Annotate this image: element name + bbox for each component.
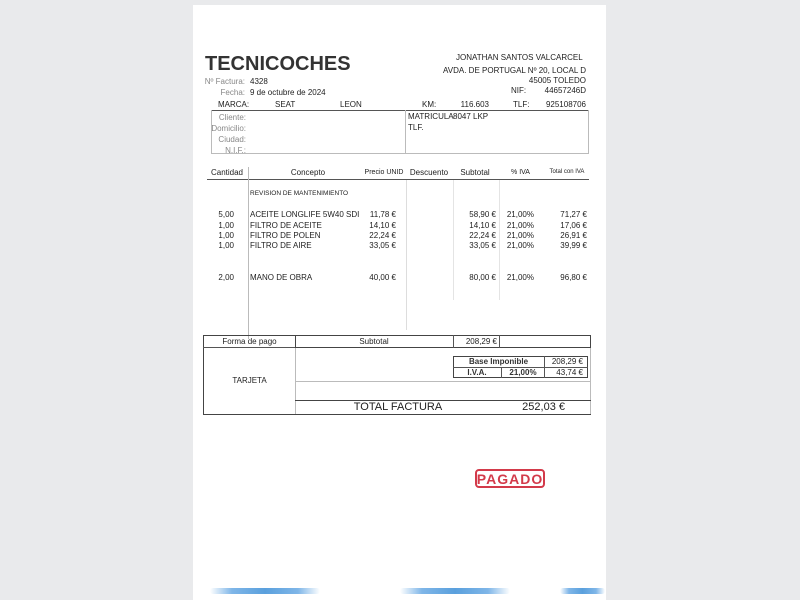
row-total: 39,99 € (560, 241, 587, 250)
row-price: 22,24 € (369, 231, 396, 240)
base-label: Base Imponible (468, 357, 529, 366)
invoice-number: 4328 (250, 77, 268, 86)
row-concept: FILTRO DE AIRE (250, 241, 312, 250)
section-title: REVISION DE MANTENIMIENTO (250, 190, 349, 197)
modelo-value: LEON (340, 100, 362, 109)
marca-label: MARCA: (218, 100, 250, 109)
header-total: Total con IVA (549, 169, 585, 175)
company-address-1: AVDA. DE PORTUGAL Nº 20, LOCAL D (443, 66, 586, 75)
forma-pago-value: TARJETA (232, 376, 267, 385)
row-total: 26,91 € (560, 231, 587, 240)
marca-value: SEAT (275, 100, 296, 109)
matricula-label: MATRICULA (408, 112, 454, 121)
invoice-date: 9 de octubre de 2024 (250, 88, 326, 97)
vehicle-tlf-label: TLF. (408, 123, 424, 132)
header-precio: Precio UNID (364, 169, 404, 176)
company-tlf-label: TLF: (513, 100, 530, 109)
company-address-2: 45005 TOLEDO (528, 76, 586, 85)
km-label: KM: (422, 100, 437, 109)
company-nif: 44657246D (544, 86, 586, 95)
row-total: 71,27 € (560, 210, 587, 219)
company-name: TECNICOCHES (205, 53, 351, 75)
km-value: 116.603 (460, 100, 489, 109)
row-subtotal: 33,05 € (469, 241, 496, 250)
owner-name: JONATHAN SANTOS VALCARCEL (456, 53, 583, 62)
row-price: 40,00 € (369, 273, 396, 282)
header-iva: % IVA (511, 169, 530, 176)
header-descuento: Descuento (409, 168, 449, 177)
row-total: 96,80 € (560, 273, 587, 282)
cliente-label: Cliente: (218, 113, 246, 122)
subtotal-label: Subtotal (359, 337, 389, 346)
row-qty: 5,00 (218, 210, 234, 219)
invoice-page (193, 5, 606, 600)
paid-stamp: PAGADO (476, 470, 544, 487)
row-iva: 21,00% (506, 210, 534, 219)
row-concept: ACEITE LONGLIFE 5W40 SDI (250, 210, 360, 219)
matricula-value: 8047 LKP (453, 112, 489, 121)
row-subtotal: 22,24 € (469, 231, 496, 240)
row-iva: 21,00% (506, 241, 534, 250)
row-concept: FILTRO DE POLEN (250, 231, 321, 240)
row-qty: 1,00 (218, 221, 234, 230)
row-iva: 21,00% (506, 231, 534, 240)
iva-amount: 43,74 € (556, 368, 583, 377)
row-subtotal: 80,00 € (469, 273, 496, 282)
base-value: 208,29 € (551, 357, 583, 366)
decorative-stroke (210, 588, 320, 594)
row-qty: 1,00 (218, 231, 234, 240)
row-subtotal: 14,10 € (469, 221, 496, 230)
row-qty: 1,00 (218, 241, 234, 250)
forma-pago-label: Forma de pago (222, 337, 277, 346)
total-label: TOTAL FACTURA (353, 401, 443, 413)
row-iva: 21,00% (506, 221, 534, 230)
company-tlf: 925108706 (545, 100, 586, 109)
decorative-stroke (560, 588, 605, 594)
row-total: 17,06 € (560, 221, 587, 230)
iva-rate: 21,00% (509, 368, 537, 377)
row-price: 11,78 € (369, 210, 396, 219)
row-concept: MANO DE OBRA (250, 273, 313, 282)
company-nif-label: NIF: (511, 86, 527, 95)
decorative-stroke (400, 588, 510, 594)
row-price: 14,10 € (369, 221, 396, 230)
row-qty: 2,00 (218, 273, 234, 282)
row-concept: FILTRO DE ACEITE (250, 221, 322, 230)
invoice-date-label: Fecha: (220, 88, 245, 97)
invoice-number-label: Nº Factura: (204, 77, 245, 86)
row-price: 33,05 € (369, 241, 396, 250)
ciudad-label: Ciudad: (218, 135, 246, 144)
domicilio-label: Domicilio: (211, 124, 246, 133)
row-subtotal: 58,90 € (469, 210, 496, 219)
subtotal-value: 208,29 € (465, 337, 497, 346)
row-iva: 21,00% (506, 273, 534, 282)
total-value: 252,03 € (522, 401, 565, 413)
client-nif-label: N.I.F.: (225, 146, 246, 155)
header-cantidad: Cantidad (210, 168, 244, 177)
header-concepto: Concepto (290, 168, 326, 177)
header-subtotal: Subtotal (460, 168, 490, 177)
iva-label: I.V.A. (467, 368, 487, 377)
